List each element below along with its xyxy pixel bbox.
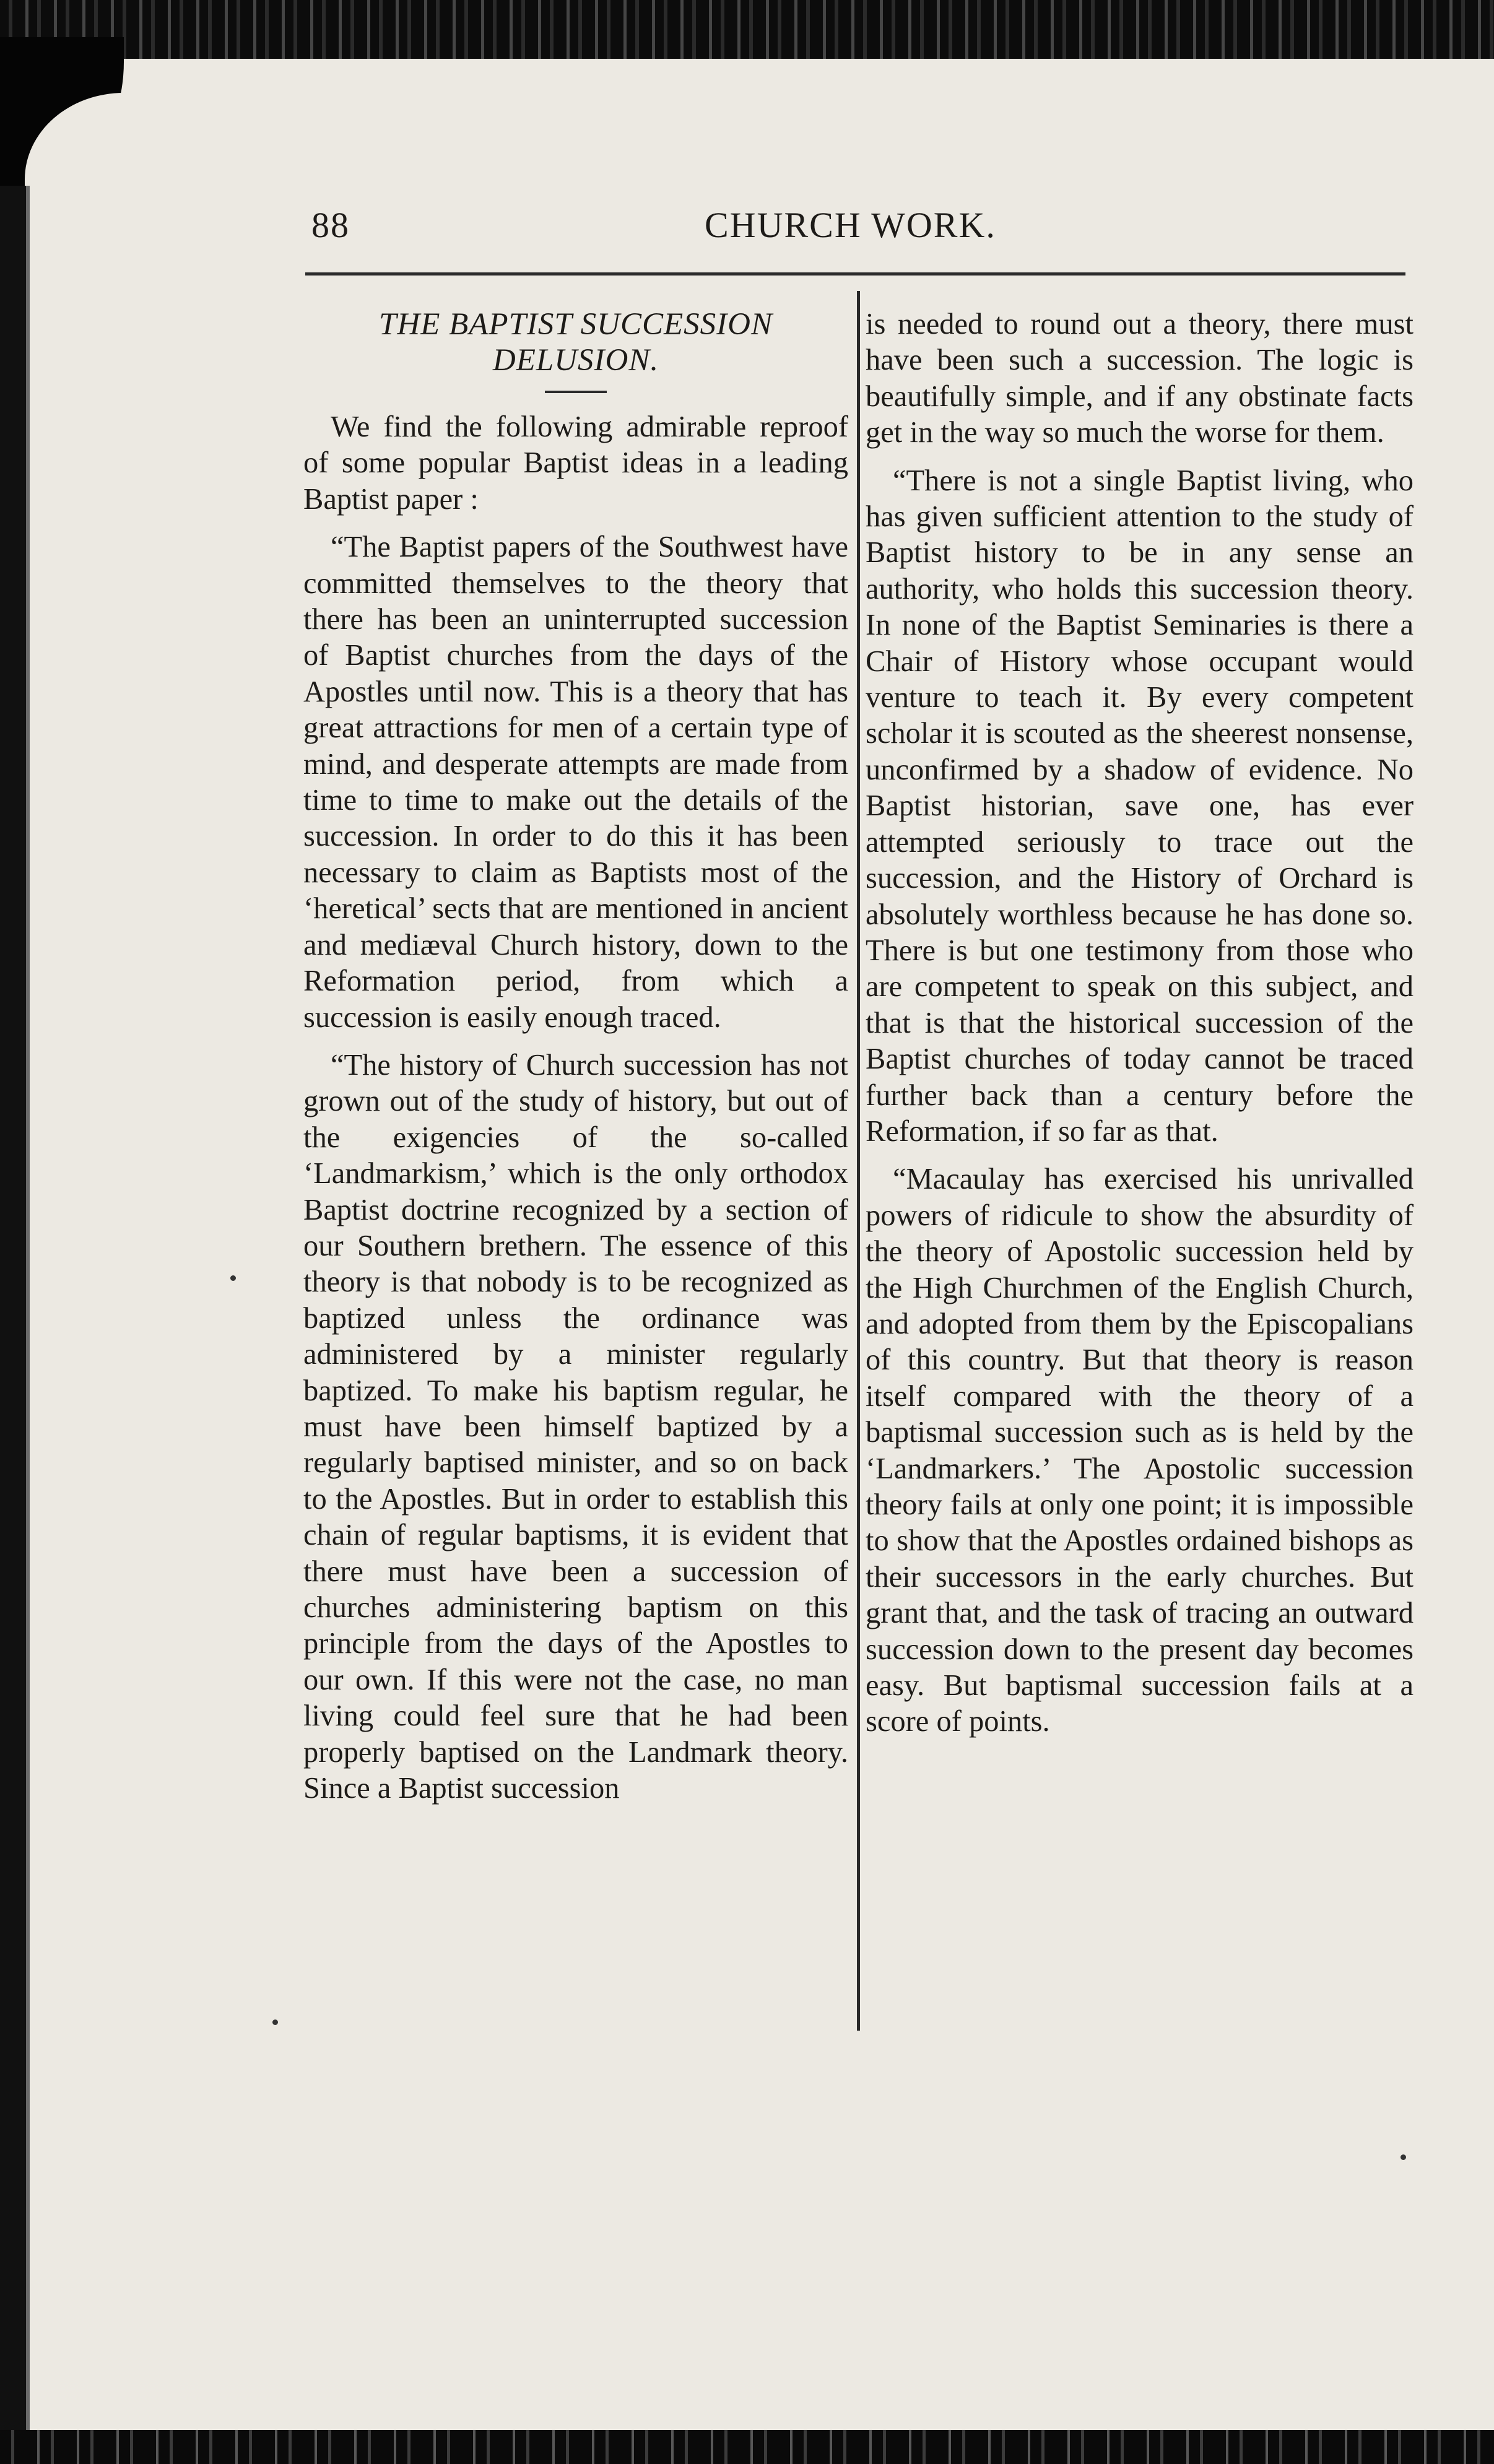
running-head <box>0 204 1494 254</box>
paragraph: “The history of Church succession has not grown out of the study of history, but out of the exigencies of the so-called ‘Landmarkism,’ which is the only orthodox Baptist doctrine recognized by a section of our Southern brethern. The essence of this theory is that nobody is to be recognized as baptized unless the ordinance was administered by a minister regularly baptized. To make his baptism regular, he must have been himself baptized by a regularly baptised minister, and so on back to the Apostles. But in order to establish this chain of regular baptisms, it is evident that there must have been a succession of churches administering baptism on this principle from the days of the Apostles to our own. If this were not the case, no man living could feel sure that he had been properly baptised on the Landmark theory. Since a Baptist succession <box>303 1048 848 1805</box>
column-divider <box>857 291 860 2031</box>
scan-speck <box>1401 2154 1406 2160</box>
paragraph: “The Baptist papers of the Southwest have committed themselves to the theory that there has been an uninterrupted succession of Baptist churches from the days of the Apostles until now. This is a theory that has great attractions for men of a certain type of mind, and desperate attempts are made from time to time to make out the details of the succession. In order to do this it has been necessary to claim as Baptists most of the ‘heretical’ sects that are mentioned in ancient and mediæval Church history, down to the Reformation period, from which a succession is easily enough traced. <box>303 531 848 1034</box>
scan-speck <box>272 2019 278 2025</box>
title-dash <box>545 391 607 393</box>
article-title-line-1: THE BAPTIST SUCCESSION <box>379 307 773 342</box>
paragraph: We find the following admirable reproof of some popular Baptist ideas in a leading Baptist paper : <box>303 410 848 516</box>
paragraph-continued: is needed to round out a theory, there must have been such a succession. The logic is beautifully simple, and if any obstinate facts get in the way so much the worse for them. <box>866 308 1414 449</box>
paragraph: “Macaulay has exercised his unrivalled powers of ridicule to show the absurdity of the theory of Apostolic succession held by the High Churchmen of the English Church, and adopted from them by the Episcopalians of this country. But that theory is reason itself compared with the theory of a baptismal succession such as is held by the ‘Landmarkers.’ The Apostolic succession theory fails at only one point; it is impossible to show that the Apostles ordained bishops as their successors in the early churches. But grant that, and the task of tracing an outward succession down to the present day becomes easy. But baptismal succession fails at a score of points. <box>866 1163 1414 1738</box>
right-column <box>866 306 1414 1740</box>
scan-speck <box>230 1275 236 1281</box>
page-number: 88 <box>311 205 350 245</box>
article-title <box>303 306 848 378</box>
running-title: CHURCH WORK. <box>705 205 996 245</box>
header-rule <box>305 272 1405 275</box>
paragraph: “There is not a single Baptist living, who has given sufficient attention to the study of Baptist history to be in any sense an authority, who holds this succession theory. In none of the Baptist Seminaries is there a Chair of History whose occupant would venture to teach it. By every competent scholar it is scouted as the sheerest nonsense, unconfirmed by a shadow of evidence. No Baptist historian, save one, has ever attempted seriously to trace out the succession, and the History of Orchard is absolutely worthless because he has done so. There is but one testimony from those who are competent to speak on this subject, and that is that the historical succession of the Baptist churches of today cannot be traced further back than a century before the Reformation, if so far as that. <box>866 464 1414 1148</box>
article-title-line-2: DELUSION. <box>492 343 659 378</box>
left-column <box>303 306 848 1807</box>
